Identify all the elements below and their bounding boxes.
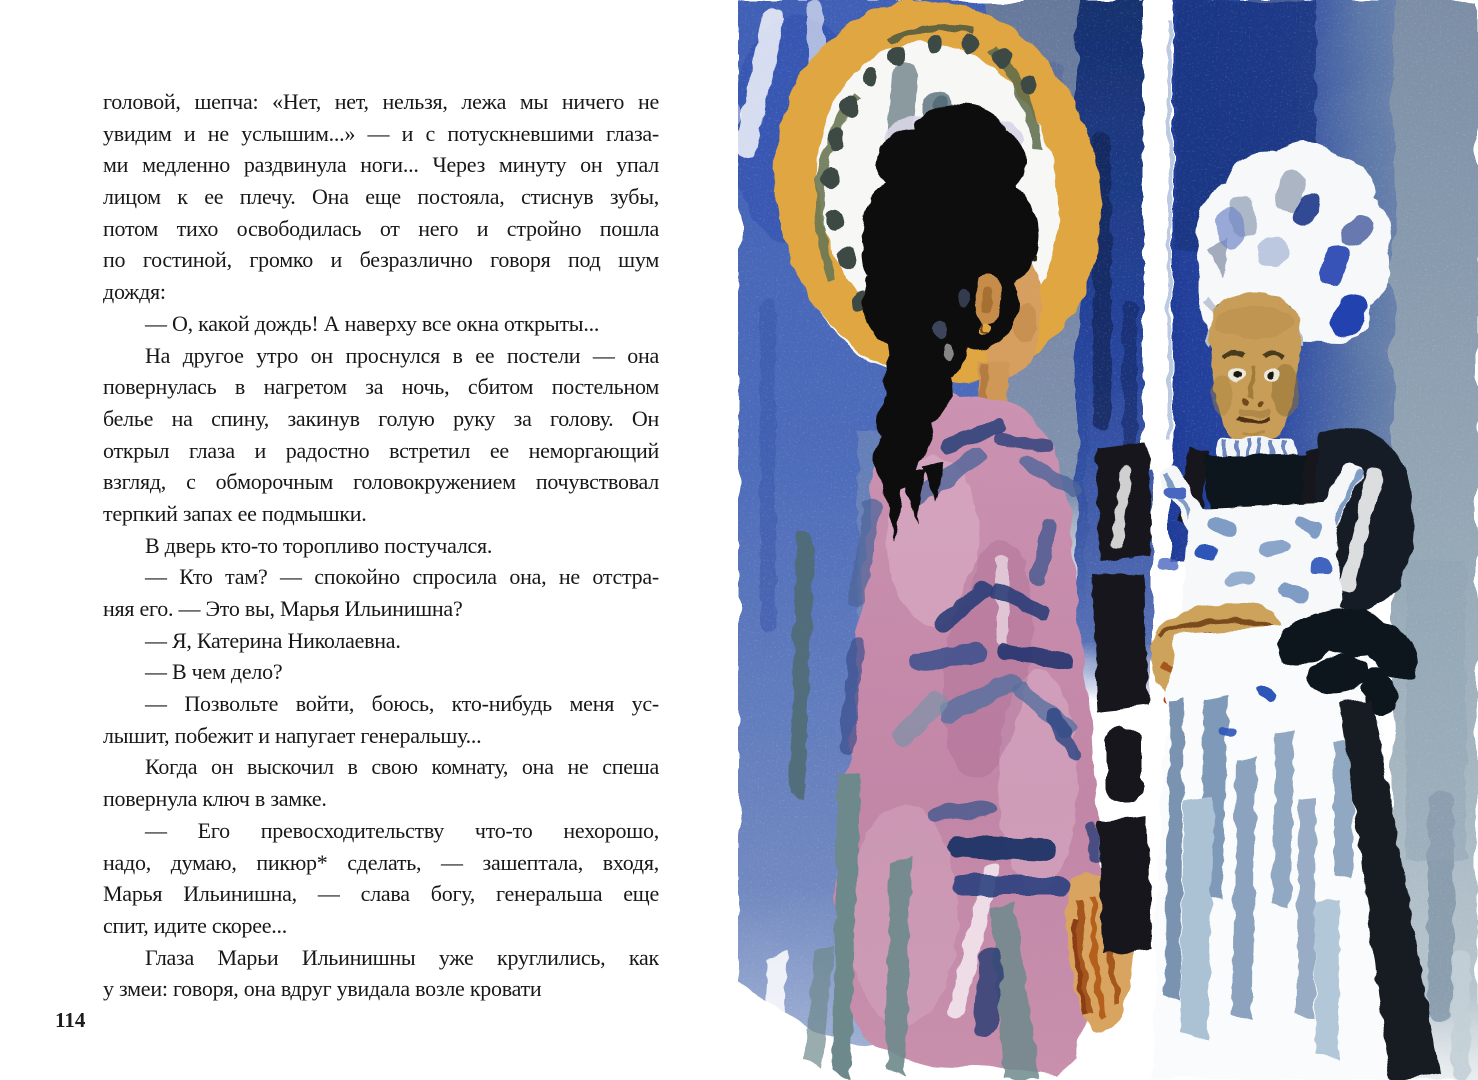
text-line: повернулась в нагретом за ночь, сбитом постельном: [103, 374, 659, 400]
text-line: терпкий запах ее подмышки.: [103, 500, 367, 526]
text-line: потом тихо освободилась от него и стройно пошла: [103, 215, 659, 241]
text-line: по гостиной, громко и безразлично говоря под шум: [103, 247, 659, 273]
text-line: взгляд, с обморочным головокружением почувствовал: [103, 469, 659, 495]
text-line: няя его. — Это вы, Марья Ильинишна?: [103, 596, 463, 621]
text-line: Марья Ильинишна, — слава богу, генеральша еще: [103, 881, 659, 907]
illustration-watercolor: [738, 0, 1478, 1080]
text-line: открыл глаза и радостно встретил ее неморгающий: [103, 437, 659, 463]
text-line: — В чем дело?: [145, 659, 283, 685]
text-line: повернула ключ в замке.: [103, 786, 327, 812]
text-line: Когда он выскочил в свою комнату, она не спеша: [145, 754, 659, 780]
text-line: у змеи: говоря, она вдруг увидала возле кровати: [103, 976, 542, 1002]
text-line: На другое утро он проснулся в ее постели — она: [145, 342, 659, 368]
text-line: белье на спину, закинув голую руку за голову. Он: [103, 405, 659, 431]
text-line: надо, думаю, пикюр* сделать, — зашептала, входя,: [103, 849, 659, 875]
text-line: — Его превосходительству что-то нехорошо,: [145, 817, 659, 843]
text-line: спит, идите скорее...: [103, 912, 288, 938]
text-line: Глаза Марьи Ильинишны уже круглились, как: [145, 944, 659, 970]
text-line: лышит, побежит и напугает генеральшу...: [103, 722, 482, 748]
text-line: — О, какой дождь! А наверху все окна открыты...: [145, 310, 600, 336]
page-number: 114: [55, 1008, 86, 1032]
text-line: ми медленно раздвинула ноги... Через минуту он упал: [103, 152, 659, 178]
text-line: — Я, Катерина Николаевна.: [145, 627, 401, 653]
text-line: увидим и не услышим...» — и с потускневшими глаза-: [103, 120, 659, 146]
text-line: лицом к ее плечу. Она еще постояла, стиснув зубы,: [103, 184, 659, 210]
text-line: головой, шепча: «Нет, нет, нельзя, лежа мы ничего не: [103, 89, 659, 114]
text-line: В дверь кто-то торопливо постучался.: [145, 532, 493, 558]
page-text: [103, 86, 659, 1005]
text-line: — Позвольте войти, боюсь, кто-нибудь меня ус-: [145, 691, 659, 717]
text-line: дождя:: [103, 279, 166, 305]
text-line: — Кто там? — спокойно спросила она, не отстра-: [145, 564, 659, 590]
